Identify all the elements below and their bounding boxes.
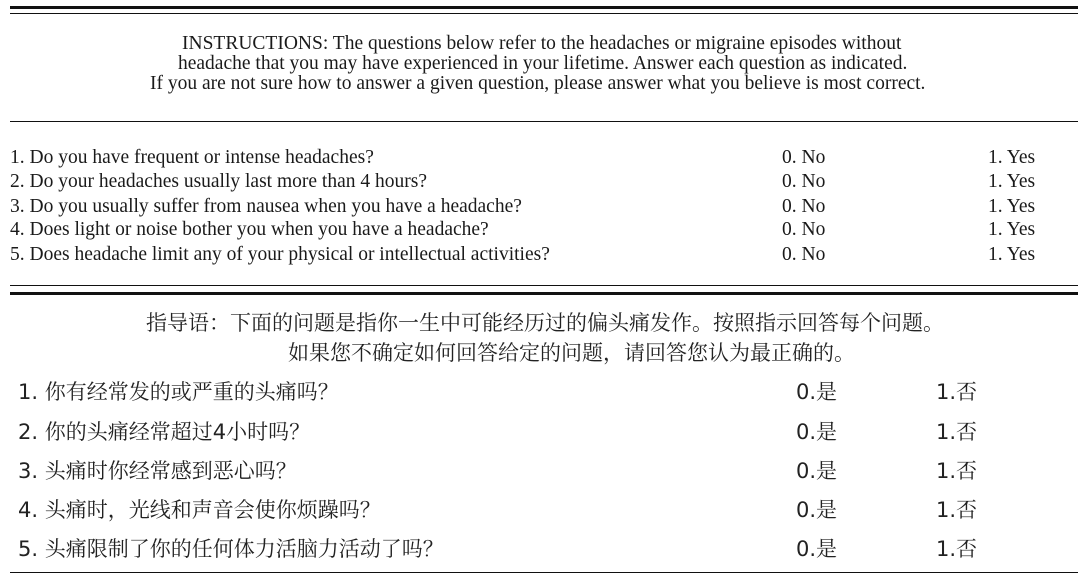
english-question-row: [10, 195, 1078, 219]
answer-option-no-zh: 1.否: [936, 420, 978, 444]
english-question-row: [10, 218, 1078, 242]
chinese-question-row: [18, 494, 1078, 526]
answer-option-yes: 1. Yes: [988, 244, 1036, 265]
english-instructions-line: headache that you may have experienced in your lifetime. Answer each question as indicated.: [178, 53, 908, 74]
question-text: 2. Do your headaches usually last more than 4 hours?: [10, 171, 427, 192]
answer-option-yes-zh: 0.是: [796, 537, 838, 561]
answer-option-yes: 1. Yes: [988, 147, 1036, 168]
answer-option-no-zh: 1.否: [936, 380, 978, 404]
english-instructions-line: If you are not sure how to answer a given question, please answer what you believe is most correct.: [150, 73, 926, 94]
question-text: 5. Does headache limit any of your physical or intellectual activities?: [10, 244, 550, 265]
answer-option-no: 0. No: [782, 171, 826, 192]
question-text: 5. 头痛限制了你的任何体力活脑力活动了吗？: [18, 537, 444, 561]
section-rule-thin: [10, 285, 1078, 286]
question-text: 3. 头痛时你经常感到恶心吗？: [18, 459, 297, 483]
chinese-question-row: [18, 376, 1078, 408]
answer-option-yes: 1. Yes: [988, 196, 1036, 217]
bottom-rule: [10, 572, 1078, 573]
answer-option-no-zh: 1.否: [936, 498, 978, 522]
answer-option-yes: 1. Yes: [988, 219, 1036, 240]
question-text: 1. 你有经常发的或严重的头痛吗？: [18, 380, 339, 404]
chinese-question-row: [18, 455, 1078, 487]
answer-option-yes-zh: 0.是: [796, 498, 838, 522]
answer-option-yes-zh: 0.是: [796, 420, 838, 444]
answer-option-yes-zh: 0.是: [796, 380, 838, 404]
chinese-instructions-line: 如果您不确定如何回答给定的问题，请回答您认为最正确的。: [288, 341, 855, 365]
english-question-row: [10, 243, 1078, 267]
question-text: 4. Does light or noise bother you when you have a headache?: [10, 219, 489, 240]
answer-option-no: 0. No: [782, 147, 826, 168]
question-text: 1. Do you have frequent or intense headaches?: [10, 147, 374, 168]
chinese-question-row: [18, 416, 1078, 448]
english-instructions-line: INSTRUCTIONS: The questions below refer to the headaches or migraine episodes without: [182, 33, 902, 54]
chinese-instructions-line: 指导语：下面的问题是指你一生中可能经历过的偏头痛发作。按照指示回答每个问题。: [146, 311, 944, 335]
english-question-row: [10, 146, 1078, 170]
answer-option-no-zh: 1.否: [936, 537, 978, 561]
answer-option-no-zh: 1.否: [936, 459, 978, 483]
english-question-row: [10, 170, 1078, 194]
answer-option-yes: 1. Yes: [988, 171, 1036, 192]
instructions-divider: [10, 121, 1078, 122]
question-text: 3. Do you usually suffer from nausea when you have a headache?: [10, 196, 522, 217]
answer-option-no: 0. No: [782, 219, 826, 240]
answer-option-no: 0. No: [782, 244, 826, 265]
question-text: 4. 头痛时，光线和声音会使你烦躁吗？: [18, 498, 381, 522]
section-rule-thick: [10, 292, 1078, 295]
top-rule-thin: [10, 13, 1078, 14]
answer-option-no: 0. No: [782, 196, 826, 217]
top-rule-thick: [10, 6, 1078, 9]
answer-option-yes-zh: 0.是: [796, 459, 838, 483]
question-text: 2. 你的头痛经常超过4小时吗？: [18, 420, 311, 444]
chinese-question-row: [18, 533, 1078, 565]
